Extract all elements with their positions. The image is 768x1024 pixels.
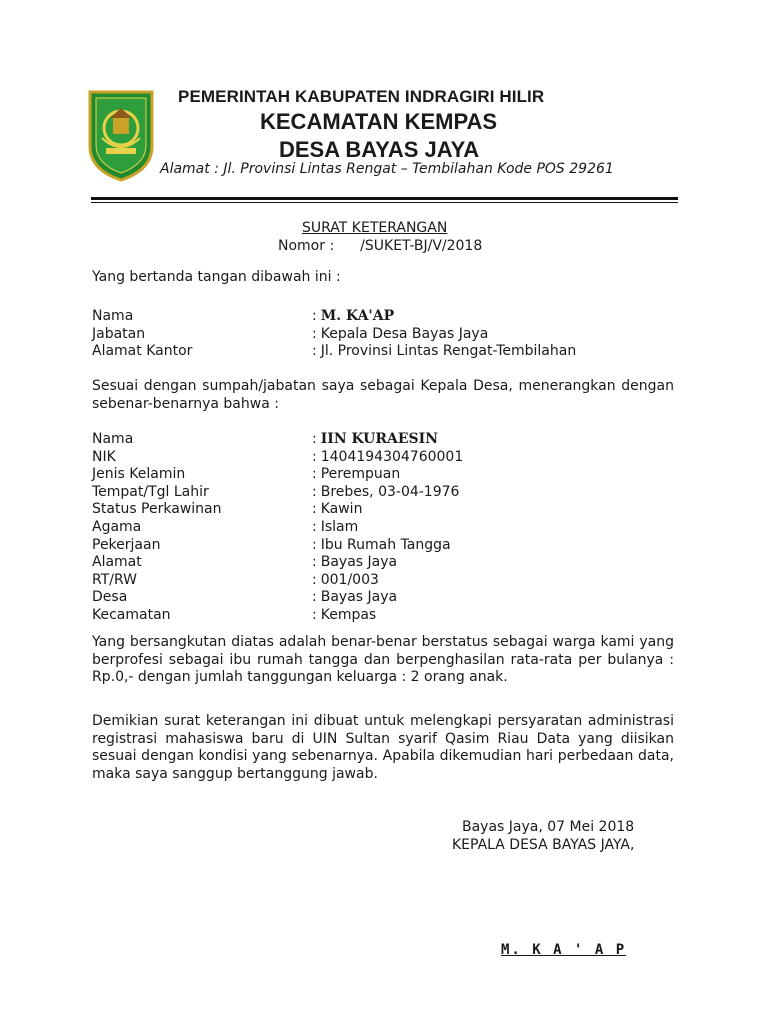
signatory-name: M. KA'AP <box>320 308 395 324</box>
regency-emblem-icon <box>88 90 154 182</box>
field-value: : Islam <box>312 518 359 535</box>
field-value: : Bayas Jaya <box>312 554 398 571</box>
statement-paragraph: Sesuai dengan sumpah/jabatan saya sebagai Kepala Desa, menerangkan dengan sebenar-benarnya bahwa : <box>92 378 674 412</box>
subject-address: Bayas Jaya <box>320 554 398 571</box>
subject-village: Bayas Jaya <box>320 589 398 606</box>
field-label: Alamat <box>92 554 142 571</box>
field-label: Jabatan <box>92 325 146 342</box>
field-label: Status Perkawinan <box>92 501 222 518</box>
field-value: : Kepala Desa Bayas Jaya <box>312 325 489 342</box>
field-value: : M. KA'AP <box>312 308 395 324</box>
field-value: : IIN KURAESIN <box>312 431 438 447</box>
signatory-office-address: Jl. Provinsi Lintas Rengat-Tembilahan <box>320 343 577 360</box>
field-value: : Bayas Jaya <box>312 589 398 606</box>
field-label: Desa <box>92 589 128 606</box>
subject-birth: Brebes, 03-04-1976 <box>320 483 460 500</box>
subject-gender: Perempuan <box>320 466 401 483</box>
field-value: : Ibu Rumah Tangga <box>312 536 451 553</box>
subject-district: Kempas <box>320 606 377 623</box>
signatory-position: Kepala Desa Bayas Jaya <box>320 325 489 342</box>
signature-name: M. K A ' A P <box>501 942 627 958</box>
document-number <box>278 238 482 254</box>
header-divider-thick <box>91 197 678 200</box>
field-value: : Kawin <box>312 501 363 518</box>
field-value: : Jl. Provinsi Lintas Rengat-Tembilahan <box>312 343 577 360</box>
letterhead-government: PEMERINTAH KABUPATEN INDRAGIRI HILIR <box>178 87 545 106</box>
field-label: Agama <box>92 518 142 535</box>
status-paragraph: Yang bersangkutan diatas adalah benar-benar berstatus sebagai warga kami yang berprofesi sebagai ibu rumah tangga dan berpenghasilan rata-rata per bulanya : Rp.0,- dengan jumlah tanggungan keluarga : 2 orang anak. <box>92 634 674 686</box>
field-value: : Brebes, 03-04-1976 <box>312 483 460 500</box>
document-title: SURAT KETERANGAN <box>302 220 448 236</box>
place-date: Bayas Jaya, 07 Mei 2018 <box>462 819 635 835</box>
field-label: Pekerjaan <box>92 536 161 553</box>
field-label: Tempat/Tgl Lahir <box>92 483 209 500</box>
field-label: RT/RW <box>92 571 137 588</box>
field-label: NIK <box>92 448 116 465</box>
intro-text: Yang bertanda tangan dibawah ini : <box>92 269 341 285</box>
subject-religion: Islam <box>320 518 359 535</box>
field-value: : Perempuan <box>312 466 401 483</box>
document-number-value: /SUKET-BJ/V/2018 <box>360 238 483 254</box>
header-divider-thin <box>91 202 678 203</box>
document-number-label: Nomor : <box>278 238 335 254</box>
field-label: Nama <box>92 308 134 324</box>
signatory-title: KEPALA DESA BAYAS JAYA, <box>452 837 635 853</box>
field-value: : 001/003 <box>312 571 379 588</box>
letterhead-address: Alamat : Jl. Provinsi Lintas Rengat – Tembilahan Kode POS 29261 <box>160 161 614 177</box>
subject-rt-rw: 001/003 <box>320 571 379 588</box>
field-label: Kecamatan <box>92 606 171 623</box>
subject-marital-status: Kawin <box>320 501 363 518</box>
field-label: Nama <box>92 431 134 447</box>
subject-nik: 1404194304760001 <box>320 448 464 465</box>
field-label: Jenis Kelamin <box>92 466 186 483</box>
letterhead-district: KECAMATAN KEMPAS <box>260 109 498 134</box>
subject-name: IIN KURAESIN <box>320 431 438 447</box>
field-value: : 1404194304760001 <box>312 448 464 465</box>
closing-paragraph: Demikian surat keterangan ini dibuat untuk melengkapi persyaratan administrasi registrasi mahasiswa baru di UIN Sultan syarif Qasim Riau Data yang diisikan sesuai dengan kondisi yang sebenarnya. Apabila dikemudian hari perbedaan data, maka saya sanggup bertanggung jawab. <box>92 713 674 783</box>
letterhead-village: DESA BAYAS JAYA <box>279 137 480 162</box>
field-value: : Kempas <box>312 606 377 623</box>
subject-occupation: Ibu Rumah Tangga <box>320 536 451 553</box>
field-label: Alamat Kantor <box>92 343 193 360</box>
